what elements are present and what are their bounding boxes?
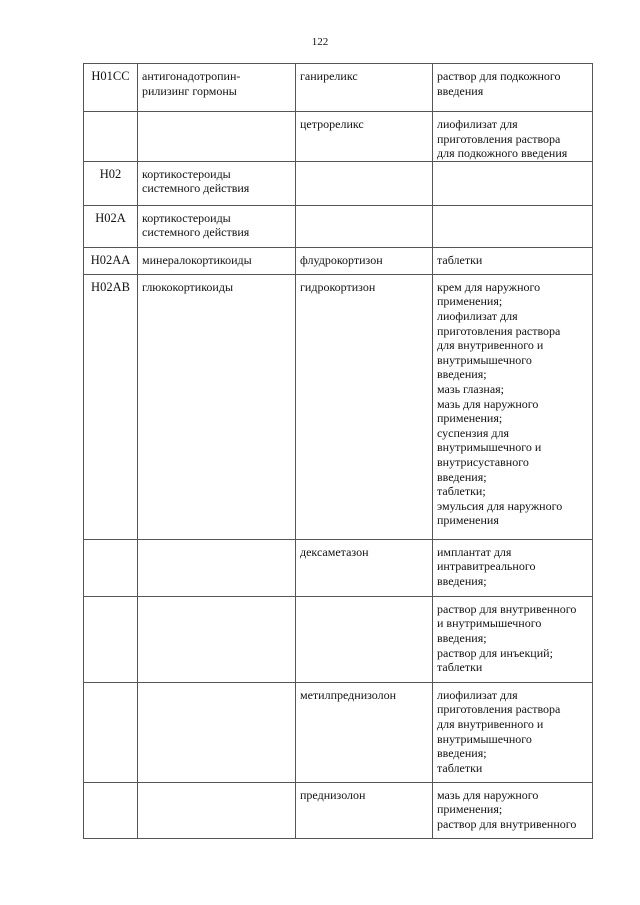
table-row bbox=[84, 161, 593, 205]
group-cell: кортикостероиды системного действия bbox=[138, 205, 296, 247]
drug-name-cell: флудрокортизон bbox=[296, 247, 433, 274]
group-cell bbox=[138, 782, 296, 838]
table-row bbox=[84, 782, 593, 838]
atc-code-cell: H02 bbox=[84, 161, 138, 205]
drug-name-cell bbox=[296, 205, 433, 247]
drug-name-cell: цетрореликс bbox=[296, 112, 433, 162]
drug-name-cell: гидрокортизон bbox=[296, 274, 433, 539]
table-row bbox=[84, 247, 593, 274]
table-row bbox=[84, 274, 593, 539]
page-number: 122 bbox=[311, 36, 329, 48]
group-cell: глюкокортикоиды bbox=[138, 274, 296, 539]
drug-name-cell: метилпреднизолон bbox=[296, 682, 433, 782]
drug-name-cell bbox=[296, 161, 433, 205]
table-row bbox=[84, 205, 593, 247]
dosage-form-cell: раствор для подкожного введения bbox=[433, 64, 593, 112]
group-cell bbox=[138, 539, 296, 596]
atc-code-cell bbox=[84, 596, 138, 682]
atc-code-cell bbox=[84, 782, 138, 838]
group-cell bbox=[138, 596, 296, 682]
drug-name-cell: дексаметазон bbox=[296, 539, 433, 596]
atc-code-cell: H01CC bbox=[84, 64, 138, 112]
dosage-form-cell: имплантат для интравитреального введения; bbox=[433, 539, 593, 596]
drug-name-cell: ганиреликс bbox=[296, 64, 433, 112]
group-cell: кортикостероиды системного действия bbox=[138, 161, 296, 205]
dosage-form-cell bbox=[433, 161, 593, 205]
dosage-form-cell: крем для наружного применения; лиофилизат для приготовления раствора для внутривенного и внутримышечного введения; мазь глазная; мазь для наружного применения; суспензия для внутримышечного и внутрисуставного введения; таблетки; эмульсия для наружного применения bbox=[433, 274, 593, 539]
drug-table bbox=[83, 63, 593, 839]
dosage-form-cell: таблетки bbox=[433, 247, 593, 274]
table-row bbox=[84, 112, 593, 162]
dosage-form-cell: лиофилизат для приготовления раствора для внутривенного и внутримышечного введения; таблетки bbox=[433, 682, 593, 782]
dosage-form-cell bbox=[433, 205, 593, 247]
drug-name-cell: преднизолон bbox=[296, 782, 433, 838]
atc-code-cell bbox=[84, 112, 138, 162]
atc-code-cell bbox=[84, 539, 138, 596]
table-row bbox=[84, 596, 593, 682]
dosage-form-cell: лиофилизат для приготовления раствора для подкожного введения bbox=[433, 112, 593, 162]
table-row bbox=[84, 539, 593, 596]
group-cell bbox=[138, 112, 296, 162]
table-row bbox=[84, 682, 593, 782]
dosage-form-cell: мазь для наружного применения; раствор для внутривенного bbox=[433, 782, 593, 838]
table-row bbox=[84, 64, 593, 112]
atc-code-cell bbox=[84, 682, 138, 782]
group-cell: антигонадотропин- рилизинг гормоны bbox=[138, 64, 296, 112]
atc-code-cell: H02AA bbox=[84, 247, 138, 274]
atc-code-cell: H02AB bbox=[84, 274, 138, 539]
dosage-form-cell: раствор для внутривенного и внутримышечного введения; раствор для инъекций; таблетки bbox=[433, 596, 593, 682]
group-cell: минералокортикоиды bbox=[138, 247, 296, 274]
atc-code-cell: H02A bbox=[84, 205, 138, 247]
group-cell bbox=[138, 682, 296, 782]
drug-name-cell bbox=[296, 596, 433, 682]
